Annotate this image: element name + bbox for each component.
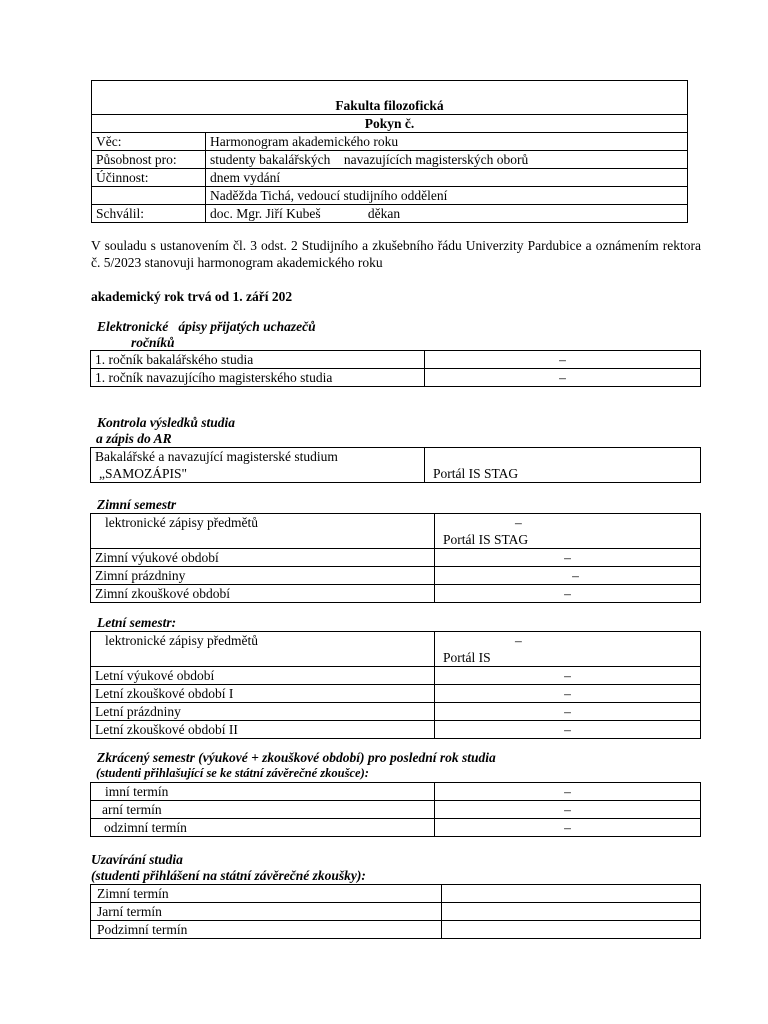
header-value: Harmonogram akademického roku	[206, 133, 688, 151]
header-label: Schválil:	[92, 205, 206, 223]
table-row	[91, 667, 701, 685]
header-value: Naděžda Tichá, vedoucí studijního oddělení	[206, 187, 688, 205]
row-name: Jarní termín	[91, 903, 442, 921]
row-value: –	[435, 801, 701, 819]
row-name: 1. ročník navazujícího magisterského studia	[91, 369, 425, 387]
row-name: arní termín	[91, 801, 435, 819]
row-value: –	[435, 721, 701, 739]
table-row	[91, 514, 701, 549]
header-label: Věc:	[92, 133, 206, 151]
row-dash: –	[515, 515, 522, 530]
zapisy-table	[90, 350, 701, 387]
zimni-table	[90, 513, 701, 603]
section-title-zapisy: Elektronické ápisy přijatých uchazečů	[97, 319, 316, 334]
header-label	[92, 187, 206, 205]
row-value: –	[435, 703, 701, 721]
header-value: studenty bakalářských navazujících magisterských oborů	[206, 151, 688, 169]
header-table	[91, 80, 688, 223]
row-value	[442, 921, 701, 939]
table-row	[91, 801, 701, 819]
row-value: –	[435, 567, 701, 585]
header-value: doc. Mgr. Jiří Kubeš děkan	[206, 205, 688, 223]
section-title-uzavirani: Uzavírání studia	[91, 852, 183, 867]
section-title-letni: Letní semestr:	[97, 615, 177, 630]
table-row	[91, 585, 701, 603]
table-row	[91, 549, 701, 567]
row-value-cell	[435, 632, 701, 667]
row-value: –	[425, 351, 701, 369]
row-name: imní termín	[91, 783, 435, 801]
kontrola-table	[90, 447, 701, 483]
header-row	[92, 133, 688, 151]
uzavirani-table	[90, 884, 701, 939]
header-row	[92, 205, 688, 223]
table-row	[91, 721, 701, 739]
row-name: Bakalářské a navazující magisterské studium	[95, 449, 338, 464]
section-title-zimni: Zimní semestr	[97, 497, 177, 512]
table-row	[91, 885, 701, 903]
row-value: –	[435, 667, 701, 685]
row-name: Zimní výukové období	[91, 549, 435, 567]
section-subtitle-uzavirani: (studenti přihlášení na státní závěrečné zkoušky):	[91, 868, 366, 883]
header-row	[92, 151, 688, 169]
section-subtitle-zapisy: ročníků	[131, 335, 175, 350]
row-name: Letní zkouškové období II	[91, 721, 435, 739]
header-row	[92, 187, 688, 205]
row-name: lektronické zápisy předmětů	[91, 632, 435, 667]
table-row	[91, 369, 701, 387]
section-title-zkraceny: Zkrácený semestr (výukové + zkouškové období) pro poslední rok studia	[97, 750, 496, 765]
section-subtitle-kontrola: a zápis do AR	[96, 431, 172, 446]
row-name: Zimní termín	[91, 885, 442, 903]
row-name: 1. ročník bakalářského studia	[91, 351, 425, 369]
faculty-name: Fakulta filozofická	[92, 81, 688, 115]
row-dash: –	[515, 633, 522, 648]
row-value	[442, 903, 701, 921]
table-row	[91, 632, 701, 667]
row-value: –	[425, 369, 701, 387]
header-label: Účinnost:	[92, 169, 206, 187]
row-value: –	[435, 585, 701, 603]
row-value: –	[435, 685, 701, 703]
row-portal: Portál IS STAG	[443, 532, 529, 547]
row-name-cell	[91, 448, 425, 483]
row-value: –	[435, 549, 701, 567]
section-title-kontrola: Kontrola výsledků studia	[97, 415, 236, 430]
table-row	[91, 567, 701, 585]
pokyn-number: Pokyn č.	[92, 115, 688, 133]
row-value: –	[435, 819, 701, 837]
header-value: dnem vydání	[206, 169, 688, 187]
zkraceny-table	[90, 782, 701, 837]
row-value: Portál IS STAG	[425, 448, 701, 483]
intro-paragraph: V souladu s ustanovením čl. 3 odst. 2 Studijního a zkušebního řádu Univerzity Pardubice a oznámením rektora č. 5/2023 stanovuji harmonogram akademického roku	[91, 238, 701, 270]
row-value	[442, 885, 701, 903]
table-row	[91, 819, 701, 837]
section-subtitle-zkraceny: (studenti přihlašující se ke státní závěrečné zkoušce):	[96, 766, 369, 780]
header-row	[92, 169, 688, 187]
row-name-samozapis: „SAMOZÁPIS"	[99, 466, 188, 481]
row-name: lektronické zápisy předmětů	[91, 514, 435, 549]
table-row	[91, 921, 701, 939]
academic-year-line: akademický rok trvá od 1. září 202	[91, 289, 293, 304]
letni-table	[90, 631, 701, 739]
table-row	[91, 351, 701, 369]
row-name: odzimní termín	[91, 819, 435, 837]
row-name: Letní prázdniny	[91, 703, 435, 721]
row-name: Letní zkouškové období I	[91, 685, 435, 703]
table-row	[91, 703, 701, 721]
table-row	[91, 685, 701, 703]
table-row	[91, 448, 701, 483]
header-label: Působnost pro:	[92, 151, 206, 169]
table-row	[91, 783, 701, 801]
row-name: Podzimní termín	[91, 921, 442, 939]
row-name: Zimní prázdniny	[91, 567, 435, 585]
table-row	[91, 903, 701, 921]
row-portal: Portál IS	[443, 650, 491, 665]
row-value-cell	[435, 514, 701, 549]
row-value: –	[435, 783, 701, 801]
row-name: Letní výukové období	[91, 667, 435, 685]
row-name: Zimní zkouškové období	[91, 585, 435, 603]
